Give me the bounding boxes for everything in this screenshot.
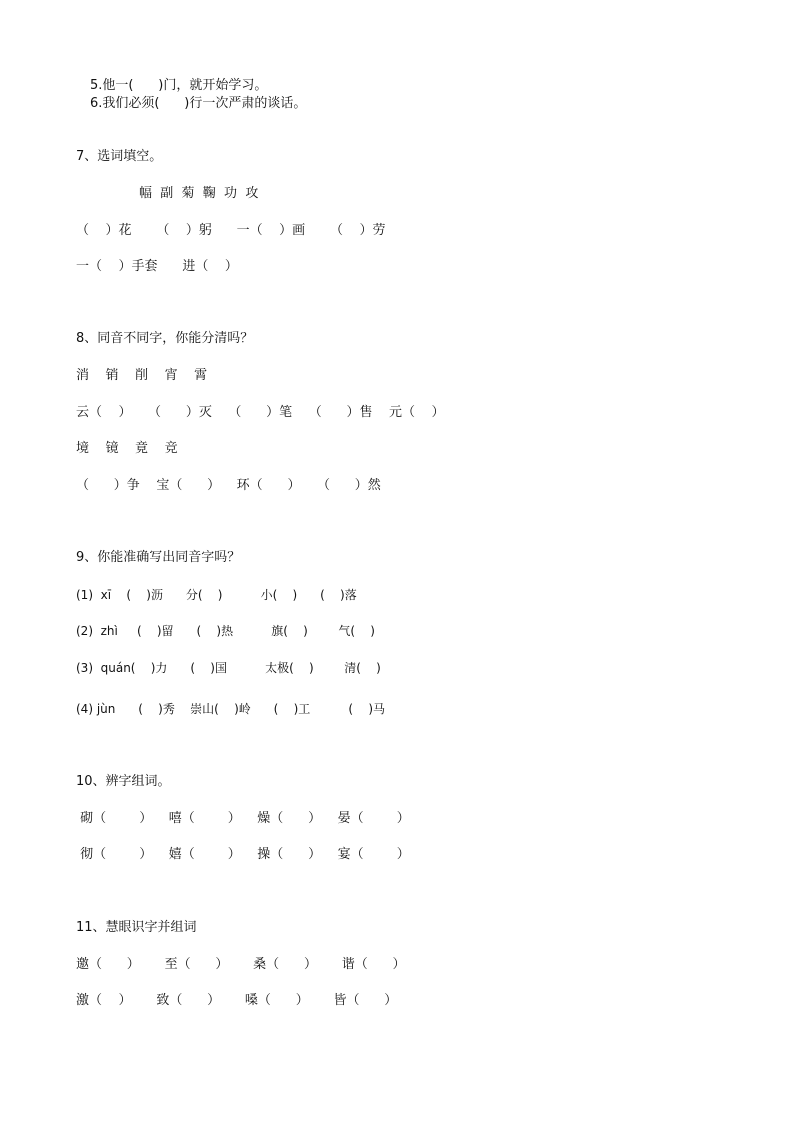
section-7-char-options: 幅 副 菊 鞠 功 攻 xyxy=(139,186,259,201)
section-10-heading: 10、辨字组词。 xyxy=(76,774,171,789)
section-11-row-2: 激（ ） 致（ ） 嗓（ ） 皆（ ） xyxy=(76,993,398,1008)
section-8-row-1: 云（ ） （ ）灭 （ ）笔 （ ）售 元（ ） xyxy=(76,405,445,420)
section-9-item-4: (4) jùn ( )秀 崇山( )岭 ( )工 ( )马 xyxy=(76,702,386,716)
section-11-heading: 11、慧眼识字并组词 xyxy=(76,920,197,935)
section-8-row-2: （ ）争 宝（ ） 环（ ） （ ）然 xyxy=(76,478,381,493)
section-9-heading: 9、你能准确写出同音字吗？ xyxy=(76,550,241,565)
section-10-row-1: 砌（ ） 嘻（ ） 燥（ ） 晏（ ） xyxy=(76,811,410,826)
section-11-row-1: 邀（ ） 至（ ） 桑（ ） 谐（ ） xyxy=(76,957,406,972)
section-10-row-2: 彻（ ） 嬉（ ） 操（ ） 宴（ ） xyxy=(76,847,410,862)
section-9-item-1: (1) xī ( )沥 分( ) 小( ) ( )落 xyxy=(76,588,357,602)
section-7-row-2: 一（ ）手套 进（ ） xyxy=(76,259,238,274)
section-9-item-3: (3) quán( )力 ( )国 太极( ) 清( ) xyxy=(76,661,381,675)
section-7-heading: 7、选词填空。 xyxy=(76,149,163,164)
section-7-row-1: （ ）花 （ ）躬 一（ ）画 （ ）劳 xyxy=(76,223,386,238)
question-5-line: 5.他一( )门，就开始学习。 xyxy=(90,78,268,93)
section-8-chars-1: 消 销 削 宵 霄 xyxy=(76,368,208,383)
section-8-chars-2: 境 镜 竟 竞 xyxy=(76,441,178,456)
question-6-line: 6.我们必须( )行一次严肃的谈话。 xyxy=(90,96,307,111)
section-8-heading: 8、同音不同字，你能分清吗？ xyxy=(76,331,254,346)
section-9-item-2: (2) zhì ( )留 ( )热 旗( ) 气( ) xyxy=(76,624,375,638)
